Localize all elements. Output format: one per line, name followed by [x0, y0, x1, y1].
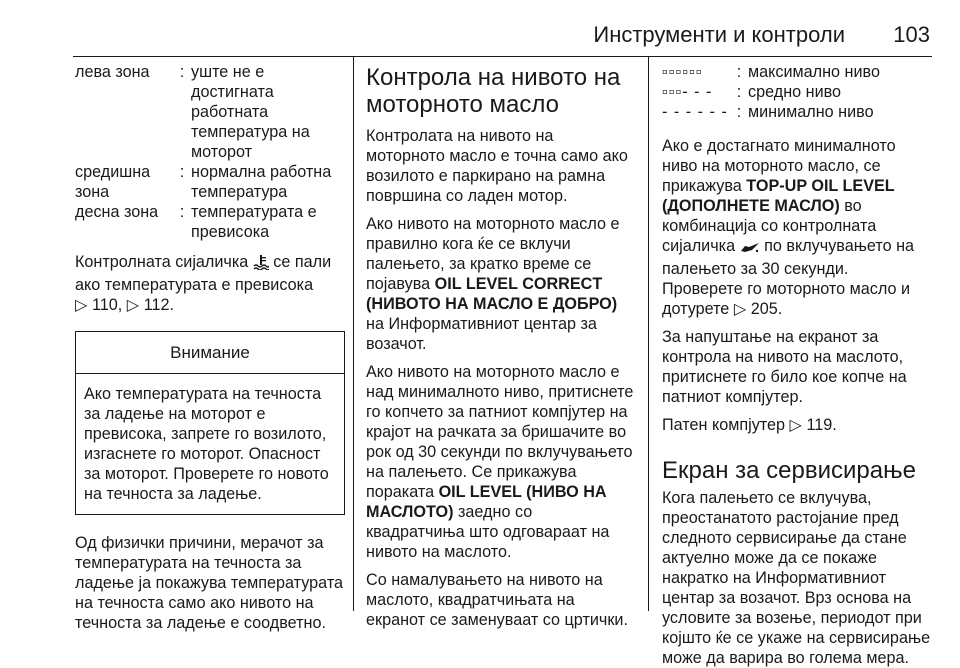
zone-description: нормална работна температура: [191, 163, 332, 201]
paragraph-text: Ако е достагнато минималното ниво на моторното масло, се прикажува: [662, 137, 896, 195]
level-description: минимално ниво: [748, 103, 874, 121]
paragraph: За напуштање на екранот за контрола на нивото на маслото, притиснете го било кое копче на патниот компјутер.: [662, 328, 907, 406]
temperature-zones-list: [75, 62, 347, 242]
level-separator: :: [736, 83, 742, 101]
caution-box: [75, 331, 345, 515]
column-divider: [648, 56, 649, 611]
display-message: OIL LEVEL (НИВО НА МАСЛОТО): [366, 483, 607, 521]
closing-paragraph: Од физички причини, мерачот за температурата на течноста за ладење ја покажува температурата на течноста само ако нивото на течноста за ладење е соодветно.: [75, 534, 344, 632]
display-message: OIL LEVEL CORRECT (НИВОТО НА МАСЛО Е ДОБРО): [366, 275, 618, 313]
zone-term: средишна зона: [75, 163, 151, 201]
level-indicator: ▫▫▫- - -: [662, 83, 713, 101]
warning-lamp-paragraph: [75, 252, 347, 315]
oil-levels-list: [662, 62, 934, 122]
page-ref[interactable]: 119.: [806, 416, 837, 434]
zone-description: температурата е превисока: [191, 203, 317, 241]
paragraph: [366, 214, 634, 354]
page-ref[interactable]: 110,: [91, 296, 123, 314]
column-divider: [353, 56, 354, 611]
paragraph: Кога палењето се вклучува, преостанатото растојание пред следното сервисирање да стане актуелно може да се покаже накратко на Информативниот центар за возачот. Врз основа на условите за возење, периодот при којшто ќе се укаже на сервисирање може да варира во голема мера.: [662, 489, 931, 667]
page-number: 103: [893, 22, 930, 47]
level-indicator: - - - - - -: [662, 103, 728, 121]
level-separator: :: [736, 103, 742, 121]
paragraph-text: Проверете го моторното масло и дотурете: [662, 280, 911, 318]
zone-row: [75, 62, 347, 162]
zone-separator: :: [179, 163, 185, 181]
zone-description: уште не е достигната работната температура на моторот: [191, 63, 310, 161]
page-ref-arrow-icon[interactable]: ▷: [75, 296, 88, 314]
page-ref[interactable]: 205.: [750, 300, 783, 318]
paragraph: [662, 136, 934, 319]
paragraph: [366, 362, 634, 562]
paragraph-text: заедно со квадратчиња што одговараат на нивото на маслото.: [366, 503, 610, 561]
column-1: [75, 62, 347, 633]
paragraph-text: во комбинација со контролната сијаличка: [662, 197, 877, 255]
page-ref-arrow-icon[interactable]: ▷: [126, 296, 140, 314]
paragraph-text: Ако нивото на моторното масло е над минималното ниво, притиснете го копчето за патниот компјутер на крајот на рачката за бришачите во рок од 30 секунди по вклучувањето на палењето. Се прикажува пораката: [366, 363, 634, 501]
paragraph: [662, 415, 934, 435]
display-message: TOP-UP OIL LEVEL (ДОПОЛНЕТЕ МАСЛО): [662, 177, 895, 215]
warning-lamp-text-b: се пали ако температурата е превисока: [75, 253, 332, 294]
section-heading: Екран за сервисирање: [662, 457, 916, 484]
level-row: [662, 62, 934, 82]
coolant-temperature-icon: [253, 254, 269, 275]
page-header: [0, 0, 960, 56]
header-title: Инструменти и контроли: [593, 22, 845, 47]
paragraph-text: Ако нивото на моторното масло е правилно кога ќе се вклучи палењето, за кратко време се појавува: [366, 215, 620, 293]
paragraph: Контролата на нивото на моторното масло е точна само ако возилото е паркирано на рамна површина со ладен мотор.: [366, 127, 628, 205]
level-row: [662, 102, 934, 122]
column-2: [366, 62, 634, 630]
zone-separator: :: [179, 63, 185, 81]
page-ref-arrow-icon[interactable]: ▷: [733, 300, 747, 318]
warning-lamp-text-a: Контролната сијаличка: [75, 253, 249, 271]
column-3: [662, 62, 934, 668]
header-rule: [73, 56, 932, 57]
zone-term: лева зона: [75, 63, 150, 81]
level-indicator: ▫▫▫▫▫▫: [662, 63, 703, 81]
page-ref[interactable]: 112.: [143, 296, 175, 314]
level-description: средно ниво: [748, 83, 842, 101]
paragraph-text: по вклучувањето на палењето за 30 секунди.: [662, 237, 915, 278]
caution-body: Ако температурата на течноста за ладење на моторот е превисока, запрете го возилото, изгаснете го моторот. Опасност за моторот. Проверете го новото на течноста за ладење.: [84, 385, 329, 503]
level-row: [662, 82, 934, 102]
zone-separator: :: [179, 203, 185, 221]
page-ref-arrow-icon[interactable]: ▷: [789, 416, 802, 434]
paragraph-text: Патен компјутер: [662, 416, 786, 434]
paragraph: Со намалувањето на нивото на маслото, квадратчињата на екранот се заменуваат со цртички.: [366, 571, 628, 629]
caution-title: Внимание: [76, 332, 344, 374]
level-description: максимално ниво: [748, 63, 880, 81]
paragraph-text: на Информативниот центар за возачот.: [366, 315, 597, 353]
zone-row: [75, 162, 347, 202]
level-separator: :: [736, 63, 742, 81]
oil-can-icon: [740, 239, 760, 259]
zone-row: [75, 202, 347, 242]
section-heading: Контрола на нивото на моторното масло: [366, 64, 621, 118]
zone-term: десна зона: [75, 203, 159, 221]
